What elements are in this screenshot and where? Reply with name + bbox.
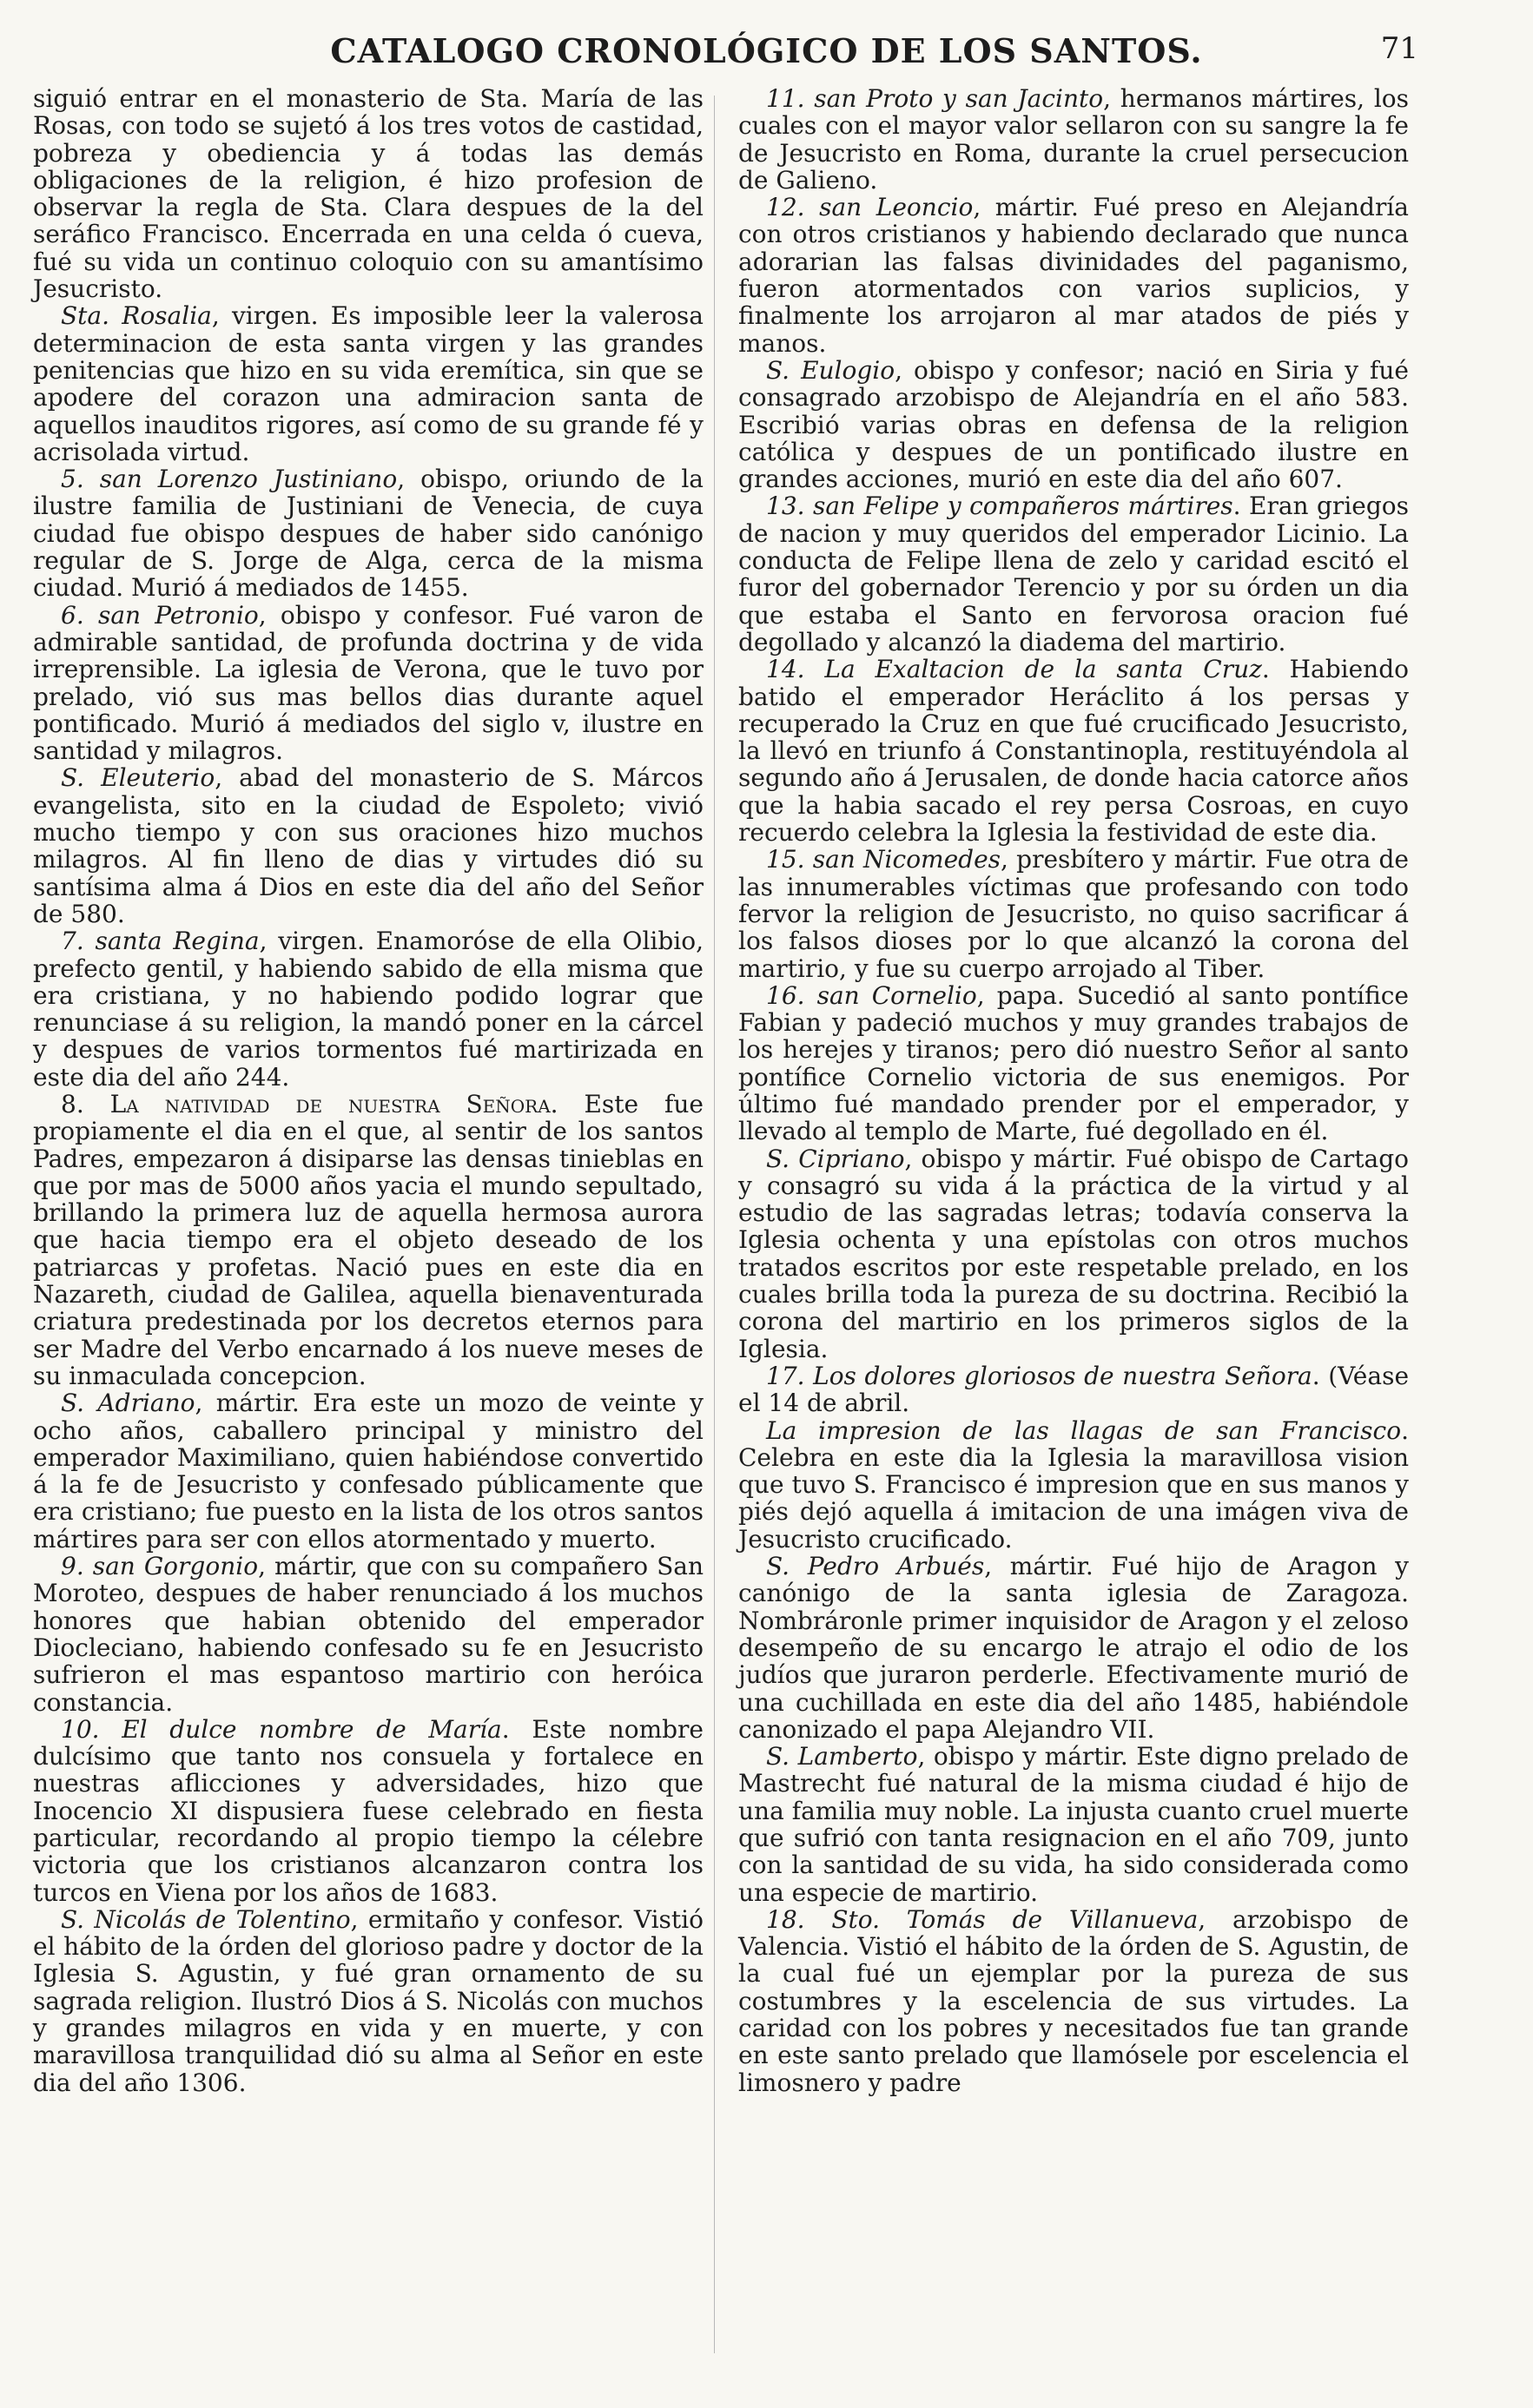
entry: S. Pedro Arbués, mártir. Fué hijo de Aragon y canónigo de la santa iglesia de Zaragoza. Nombráronle primer inquisidor de Aragon y el zeloso desempeño de su encargo le atrajo el odio de los judíos que juraron perderle. Efectivamente murió de una cuchillada en este dia del año 1485, habiéndole canonizado el papa Alejandro VII. <box>738 1552 1409 1744</box>
page-header <box>0 31 1533 75</box>
entry: siguió entrar en el monasterio de Sta. María de las Rosas, con todo se sujetó á los tres votos de castidad, pobreza y obediencia y á todas las demás obligaciones de la religion, é hizo profesion de observar la regla de Sta. Clara despues de la del seráfico Francisco. Encerrada en una celda ó cueva, fué su vida un continuo coloquio con su amantísimo Jesucristo. <box>33 84 704 304</box>
entry: 8. La natividad de nuestra Señora. Este fue propiamente el dia en el que, al sentir de los santos Padres, empezaron á disiparse las densas tinieblas en que por mas de 5000 años yacia el mundo sepultado, brillando la primera luz de aquella hermosa aurora que hacia tiempo era el objeto deseado de los patriarcas y profetas. Nació pues en este dia en Nazareth, ciudad de Galilea, aquella bienaventurada criatura predestinada por los decretos eternos para ser Madre del Verbo encarnado á los nueve meses de su inmaculada concepcion. <box>33 1089 704 1390</box>
entry: S. Adriano, mártir. Era este un mozo de veinte y ocho años, caballero principal y ministro del emperador Maximiliano, quien habiéndose convertido á la fe de Jesucristo y confesado públicamente que era cristiano; fue puesto en la lista de los otros santos mártires para ser con ellos atormentado y muerto. <box>33 1389 704 1554</box>
entry: La impresion de las llagas de san Francisco. Celebra en este dia la Iglesia la maravillosa vision que tuvo S. Francisco é impresion que en sus manos y piés dejó aquella á imitacion de una imágen viva de Jesucristo crucificado. <box>738 1415 1409 1554</box>
entry: S. Eleuterio, abad del monasterio de S. Márcos evangelista, sito en la ciudad de Espoleto; vivió mucho tiempo y con sus oraciones hizo muchos milagros. Al fin lleno de dias y virtudes dió su santísima alma á Dios en este dia del año del Señor de 580. <box>33 763 704 928</box>
entry: 12. san Leoncio, mártir. Fué preso en Alejandría con otros cristianos y habiendo declarado que nunca adorarian las falsas divinidades del paganismo, fueron atormentados con varios suplicios, y finalmente los arrojaron al mar atados de piés y manos. <box>738 193 1409 358</box>
right-column <box>738 85 1409 2096</box>
entry: 18. Sto. Tomás de Villanueva, arzobispo de Valencia. Vistió el hábito de la órden de S. Agustin, de la cual fué un ejemplar por la pureza de sus costumbres y la escelencia de sus virtudes. La caridad con los pobres y necesitados fue tan grande en este santo prelado que llamósele por escelencia el limosnero y padre <box>738 1904 1409 2097</box>
column-divider <box>714 96 715 2353</box>
page-title: CATALOGO CRONOLÓGICO DE LOS SANTOS. <box>330 31 1203 70</box>
entry: S. Cipriano, obispo y mártir. Fué obispo de Cartago y consagró su vida á la práctica de la virtud y al estudio de las sagradas letras; todavía conserva la Iglesia ochenta y una epístolas con otros muchos tratados escritos por este respetable prelado, en los cuales brilla toda la pureza de su doctrina. Recibió la corona del martirio en los primeros siglos de la Iglesia. <box>738 1144 1409 1363</box>
entry: S. Lamberto, obispo y mártir. Este digno prelado de Mastrecht fué natural de la misma ciudad é hijo de una familia muy noble. La injusta cuanto cruel muerte que sufrió con tanta resignacion en el año 709, junto con la santidad de su vida, ha sido considerada como una especie de martirio. <box>738 1742 1409 1907</box>
entry: 5. san Lorenzo Justiniano, obispo, oriundo de la ilustre familia de Justiniani de Venecia, de cuya ciudad fue obispo despues de haber sido canónigo regular de S. Jorge de Alga, cerca de la misma ciudad. Murió á mediados de 1455. <box>33 465 704 603</box>
entry: 15. san Nicomedes, presbítero y mártir. Fue otra de las innumerables víctimas que profesando con todo fervor la religion de Jesucristo, no quiso sacrificar á los falsos dioses por lo que alcanzó la corona del martirio, y fue su cuerpo arrojado al Tiber. <box>738 845 1410 983</box>
entry: 6. san Petronio, obispo y confesor. Fué varon de admirable santidad, de profunda doctrina y de vida irreprensible. La iglesia de Verona, que le tuvo por prelado, vió sus mas bellos dias durante aquel pontificado. Murió á mediados del siglo v, ilustre en santidad y milagros. <box>33 600 704 766</box>
entry: 11. san Proto y san Jacinto, hermanos mártires, los cuales con el mayor valor sellaron con su sangre la fe de Jesucristo en Roma, durante la cruel persecucion de Galieno. <box>738 84 1409 195</box>
entry: 16. san Cornelio, papa. Sucedió al santo pontífice Fabian y padeció muchos y muy grandes trabajos de los herejes y tiranos; pero dió nuestro Señor al santo pontífice Cornelio victoria de sus enemigos. Por último fué mandado prender por el emperador, y llevado al templo de Marte, fué degollado en él. <box>738 980 1409 1146</box>
entry: 7. santa Regina, virgen. Enamoróse de ella Olibio, prefecto gentil, y habiendo sabido de ella misma que era cristiana, y no habiendo podido lograr que renunciase á su religion, la mandó poner en la cárcel y despues de varios tormentos fué martirizada en este dia del año 244. <box>33 927 704 1092</box>
entry: Sta. Rosalia, virgen. Es imposible leer la valerosa determinacion de esta santa virgen y las grandes penitencias que hizo en su vida eremítica, sin que se apodere del corazon una admiracion santa de aquellos inauditos rigores, así como de su grande fé y acrisolada virtud. <box>33 301 704 466</box>
entry: S. Eulogio, obispo y confesor; nació en Siria y fué consagrado arzobispo de Alejandría en el año 583. Escribió varias obras en defensa de la religion católica y despues de un pontificado ilustre en grandes acciones, murió en este dia del año 607. <box>738 355 1409 494</box>
entry: 14. La Exaltacion de la santa Cruz. Habiendo batido el emperador Heráclito á los persas y recuperado la Cruz en que fué crucificado Jesucristo, la llevó en triunfo á Constantinopla, restituyéndola al segundo año á Jerusalen, de donde hacia catorce años que la habia sacado el rey persa Cosroas, en cuyo recuerdo celebra la Iglesia la festividad de este dia. <box>738 655 1409 848</box>
page-number: 71 <box>1380 31 1418 66</box>
entry: 13. san Felipe y compañeros mártires. Eran griegos de nacion y muy queridos del emperador Licinio. La conducta de Felipe llena de zelo y caridad escitó el furor del gobernador Terencio y por su órden un dia que estaba el Santo en fervorosa oracion fué degollado y alcanzó la diadema del martirio. <box>738 491 1409 656</box>
left-column <box>33 85 704 2096</box>
entry: 9. san Gorgonio, mártir, que con su compañero San Moroteo, despues de haber renunciado á los muchos honores que habian obtenido del emperador Diocleciano, habiendo confesado su fe en Jesucristo sufrieron el mas espantoso martirio con heróica constancia. <box>33 1552 704 1717</box>
entry: 17. Los dolores gloriosos de nuestra Señora. (Véase el 14 de abril. <box>738 1361 1410 1418</box>
entry: S. Nicolás de Tolentino, ermitaño y confesor. Vistió el hábito de la órden del glorioso padre y doctor de la Iglesia S. Agustin, y fué gran ornamento de su sagrada religion. Ilustró Dios á S. Nicolás con muchos y grandes milagros en vida y en muerte, y con maravillosa tranquilidad dió su alma al Señor en este dia del año 1306. <box>33 1904 704 2097</box>
entry: 10. El dulce nombre de María. Este nombre dulcísimo que tanto nos consuela y fortalece en nuestras aflicciones y adversidades, hizo que Inocencio XI dispusiera fuese celebrado en fiesta particular, recordando al propio tiempo la célebre victoria que los cristianos alcanzaron contra los turcos en Viena por los años de 1683. <box>33 1714 704 1907</box>
